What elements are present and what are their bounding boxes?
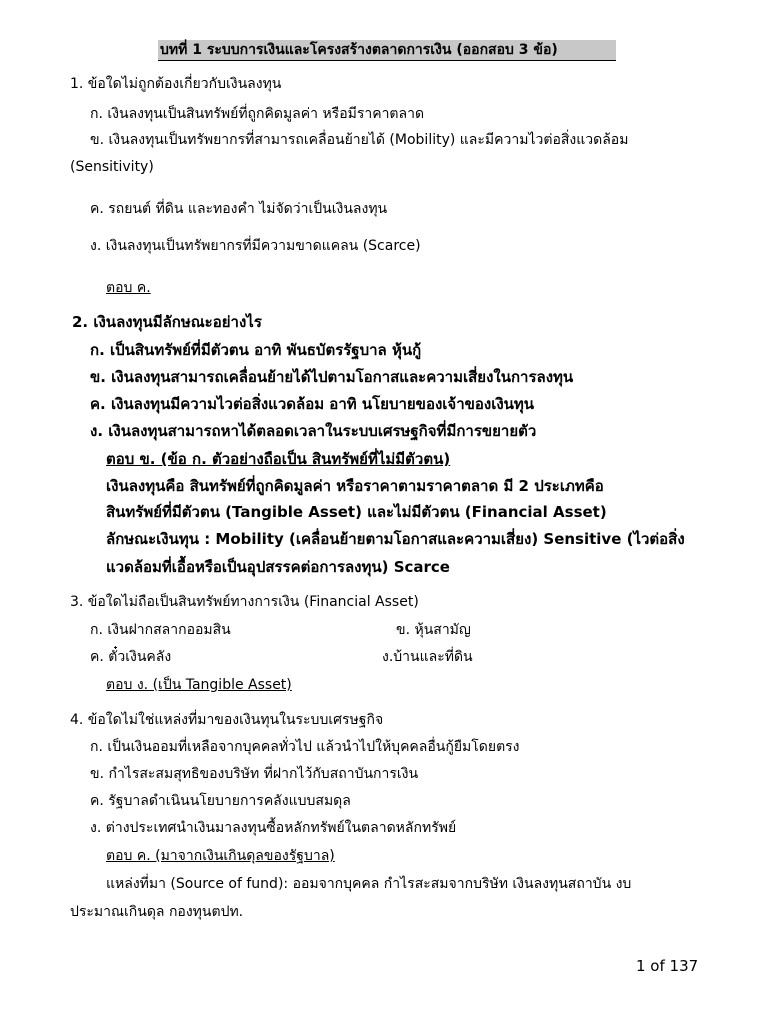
chapter-title: บทที่ 1 ระบบการเงินและโครงสร้างตลาดการเงิน (ออกสอบ 3 ข้อ) — [160, 42, 558, 58]
q2-option-d: ง. เงินลงทุนสามารถหาได้ตลอดเวลาในระบบเศรษฐกิจที่มีการขยายตัว — [90, 422, 537, 440]
page-number: 1 of 137 — [636, 957, 699, 975]
q4-option-a: ก. เป็นเงินออมที่เหลือจากบุคคลทั่วไป แล้วนำไปให้บุคคลอื่นกู้ยืมโดยตรง — [90, 739, 520, 755]
q4-option-c: ค. รัฐบาลดำเนินนโยบายการคลังแบบสมดุล — [90, 793, 351, 809]
question-3: 3. ข้อใดไม่ถือเป็นสินทรัพย์ทางการเงิน (Financial Asset) — [70, 594, 419, 610]
question-2: 2. เงินลงทุนมีลักษณะอย่างไร — [72, 313, 262, 331]
q1-option-c: ค. รถยนต์ ที่ดิน และทองคำ ไม่จัดว่าเป็นเงินลงทุน — [90, 201, 388, 217]
q1-option-b-cont: (Sensitivity) — [70, 159, 154, 175]
q4-explanation-2: ประมาณเกินดุล กองทุนตปท. — [70, 904, 244, 920]
q2-explanation-4: แวดล้อมที่เอื้อหรือเป็นอุปสรรคต่อการลงทุน) Scarce — [106, 558, 450, 576]
q4-explanation-1: แหล่งที่มา (Source of fund): ออมจากบุคคล กำไรสะสมจากบริษัท เงินลงทุนสถาบัน งบ — [106, 876, 632, 892]
q3-answer: ตอบ ง. (เป็น Tangible Asset) — [106, 677, 292, 693]
q2-explanation-3: ลักษณะเงินทุน : Mobility (เคลื่อนย้ายตามโอกาสและความเสี่ยง) Sensitive (ไวต่อสิ่ง — [106, 530, 685, 548]
q2-explanation-1: เงินลงทุนคือ สินทรัพย์ที่ถูกคิดมูลค่า หรือราคาตามราคาตลาด มี 2 ประเภทคือ — [106, 477, 604, 495]
q3-option-c: ค. ตั๋วเงินคลัง — [90, 649, 172, 665]
q3-option-b: ข. หุ้นสามัญ — [396, 622, 471, 638]
question-4: 4. ข้อใดไม่ใช่แหล่งที่มาของเงินทุนในระบบเศรษฐกิจ — [70, 712, 384, 728]
question-1: 1. ข้อใดไม่ถูกต้องเกี่ยวกับเงินลงทุน — [70, 76, 282, 92]
q2-option-b: ข. เงินลงทุนสามารถเคลื่อนย้ายได้ไปตามโอกาสและความเสี่ยงในการลงทุน — [90, 368, 574, 386]
q1-option-a: ก. เงินลงทุนเป็นสินทรัพย์ที่ถูกคิดมูลค่า หรือมีราคาตลาด — [90, 106, 425, 122]
q2-answer: ตอบ ข. (ข้อ ก. ตัวอย่างถือเป็น สินทรัพย์ที่ไม่มีตัวตน) — [106, 450, 451, 468]
q1-option-b: ข. เงินลงทุนเป็นทรัพยากรที่สามารถเคลื่อนย้ายได้ (Mobility) และมีความไวต่อสิ่งแวดล้อม — [90, 132, 629, 148]
q3-option-d: ง.บ้านและที่ดิน — [382, 649, 473, 665]
q1-answer: ตอบ ค. — [106, 280, 151, 296]
q4-answer: ตอบ ค. (มาจากเงินเกินดุลของรัฐบาล) — [106, 848, 335, 864]
q1-option-d: ง. เงินลงทุนเป็นทรัพยากรที่มีความขาดแคลน (Scarce) — [90, 238, 421, 254]
q2-explanation-2: สินทรัพย์ที่มีตัวตน (Tangible Asset) และไม่มีตัวตน (Financial Asset) — [106, 503, 607, 521]
q2-option-a: ก. เป็นสินทรัพย์ที่มีตัวตน อาทิ พันธบัตรรัฐบาล หุ้นกู้ — [90, 341, 422, 359]
q4-option-b: ข. กำไรสะสมสุทธิของบริษัท ที่ฝากไว้กับสถาบันการเงิน — [90, 766, 419, 782]
q2-option-c: ค. เงินลงทุนมีความไวต่อสิ่งแวดล้อม อาทิ นโยบายของเจ้าของเงินทุน — [90, 395, 535, 413]
q4-option-d: ง. ต่างประเทศนำเงินมาลงทุนซื้อหลักทรัพย์ในตลาดหลักทรัพย์ — [90, 820, 457, 836]
q3-option-a: ก. เงินฝากสลากออมสิน — [90, 622, 231, 638]
